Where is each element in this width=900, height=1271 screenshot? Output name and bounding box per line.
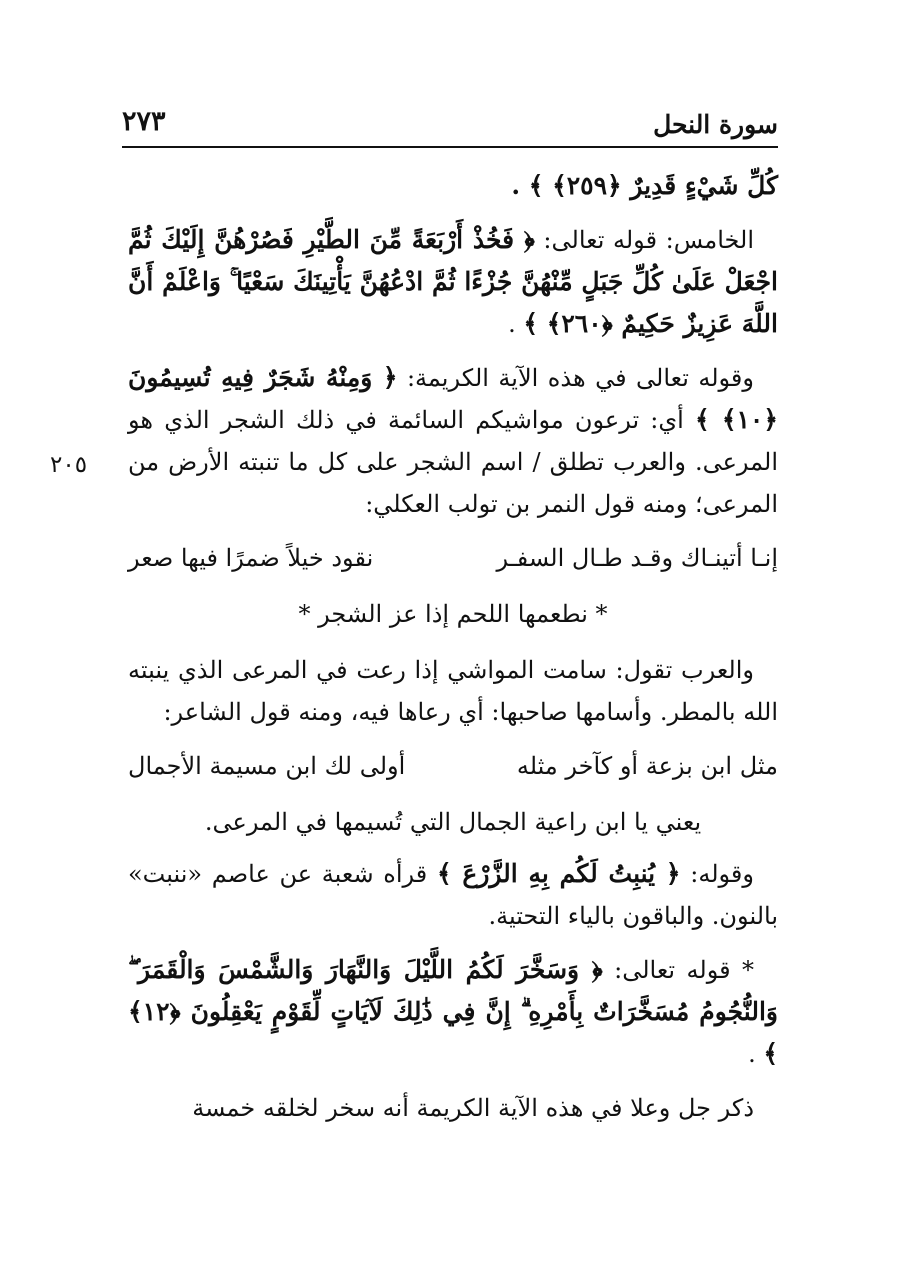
paragraph-text: . [508,310,524,338]
poetry-line [128,745,778,787]
paragraph-text: أي: ترعون مواشيكم السائمة في ذلك الشجر الذي هو المرعى. والعرب تطلق / اسم الشجر على كل ما تنبته الأرض من المرعى؛ ومنه قول النمر بن تولب العكلي: [128,406,778,518]
page-header [122,102,778,148]
surah-title: سورة النحل [653,110,778,139]
paragraph-fifth [128,219,778,345]
paragraph-text: الخامس: قوله تعالى: [534,226,754,254]
page-number: ٢٧٣ [122,106,166,137]
header-rule [122,146,778,148]
poetry-hemistich-first: إنـا أتينـاك وقـد طـال السفـر [496,544,778,572]
poetry-hemistich-second: أولى لك ابن مسيمة الأجمال [128,752,406,780]
paragraph-verse-end [128,165,778,207]
paragraph-text: * قوله تعالى: [602,956,755,984]
paragraph-arabs-say: والعرب تقول: سامت المواشي إذا رعت في المرعى الذي ينبته الله بالمطر. وأسامها صاحبها: أي رعاها فيه، ومنه قول الشاعر: [128,656,778,726]
paragraph-reading [128,853,778,937]
paragraph-text: . [748,1040,764,1068]
paragraph-text: قرأه شعبة عن عاصم «ننبت» بالنون. والباقون بالياء التحتية. [128,860,778,930]
paragraph-trees [128,357,778,525]
poetry-line [128,537,778,579]
paragraph-text: وقوله: [680,860,754,888]
page-body [128,165,778,1141]
quran-text: ﴿ وَسَخَّرَ لَكُمُ اللَّيْلَ وَالنَّهَارَ وَالشَّمْسَ وَالْقَمَرَ ۖ وَالنُّجُومُ مُسَخَّرَاتٌ بِأَمْرِهِ ۗ إِنَّ فِي ذَٰلِكَ لَآيَاتٍ لِّقَوْمٍ يَعْقِلُونَ ﴿١٢﴾ ﴾ [128,955,778,1068]
quran-text: ﴿ يُنبِتُ لَكُم بِهِ الزَّرْعَ ﴾ [436,859,681,888]
margin-page-number: ٢٠٥ [50,452,88,478]
paragraph-subjugation [128,949,778,1075]
quran-text: ﴿ فَخُذْ أَرْبَعَةً مِّنَ الطَّيْرِ فَصُرْهُنَّ إِلَيْكَ ثُمَّ اجْعَلْ عَلَىٰ كُلِّ جَبَلٍ مِّنْهُنَّ جُزْءًا ثُمَّ ادْعُهُنَّ يَأْتِينَكَ سَعْيًا ۚ وَاعْلَمْ أَنَّ اللَّهَ عَزِيزٌ حَكِيمٌ ﴿٢٦٠﴾ ﴾ [128,225,778,338]
poetry-line-centered: * نطعمها اللحم إذا عز الشجر * [298,600,608,628]
quran-text: كُلِّ شَيْءٍ قَدِيرٌ ﴿٢٥٩﴾ ﴾ . [511,171,778,200]
poetry-hemistich-second: نقود خيلاً ضمرًا فيها صعر [128,544,374,572]
poetry-hemistich-first: مثل ابن بزعة أو كآخر مثله [516,752,778,780]
quran-text: ﴿ وَمِنْهُ شَجَرٌ فِيهِ تُسِيمُونَ ﴿١٠﴾ ﴾ [128,363,778,434]
paragraph-meaning: يعني يا ابن راعية الجمال التي تُسيمها في المرعى. [204,808,702,836]
paragraph-mentioned: ذكر جل وعلا في هذه الآية الكريمة أنه سخر لخلقه خمسة [192,1094,754,1122]
paragraph-text: وقوله تعالى في هذه الآية الكريمة: [397,364,754,392]
